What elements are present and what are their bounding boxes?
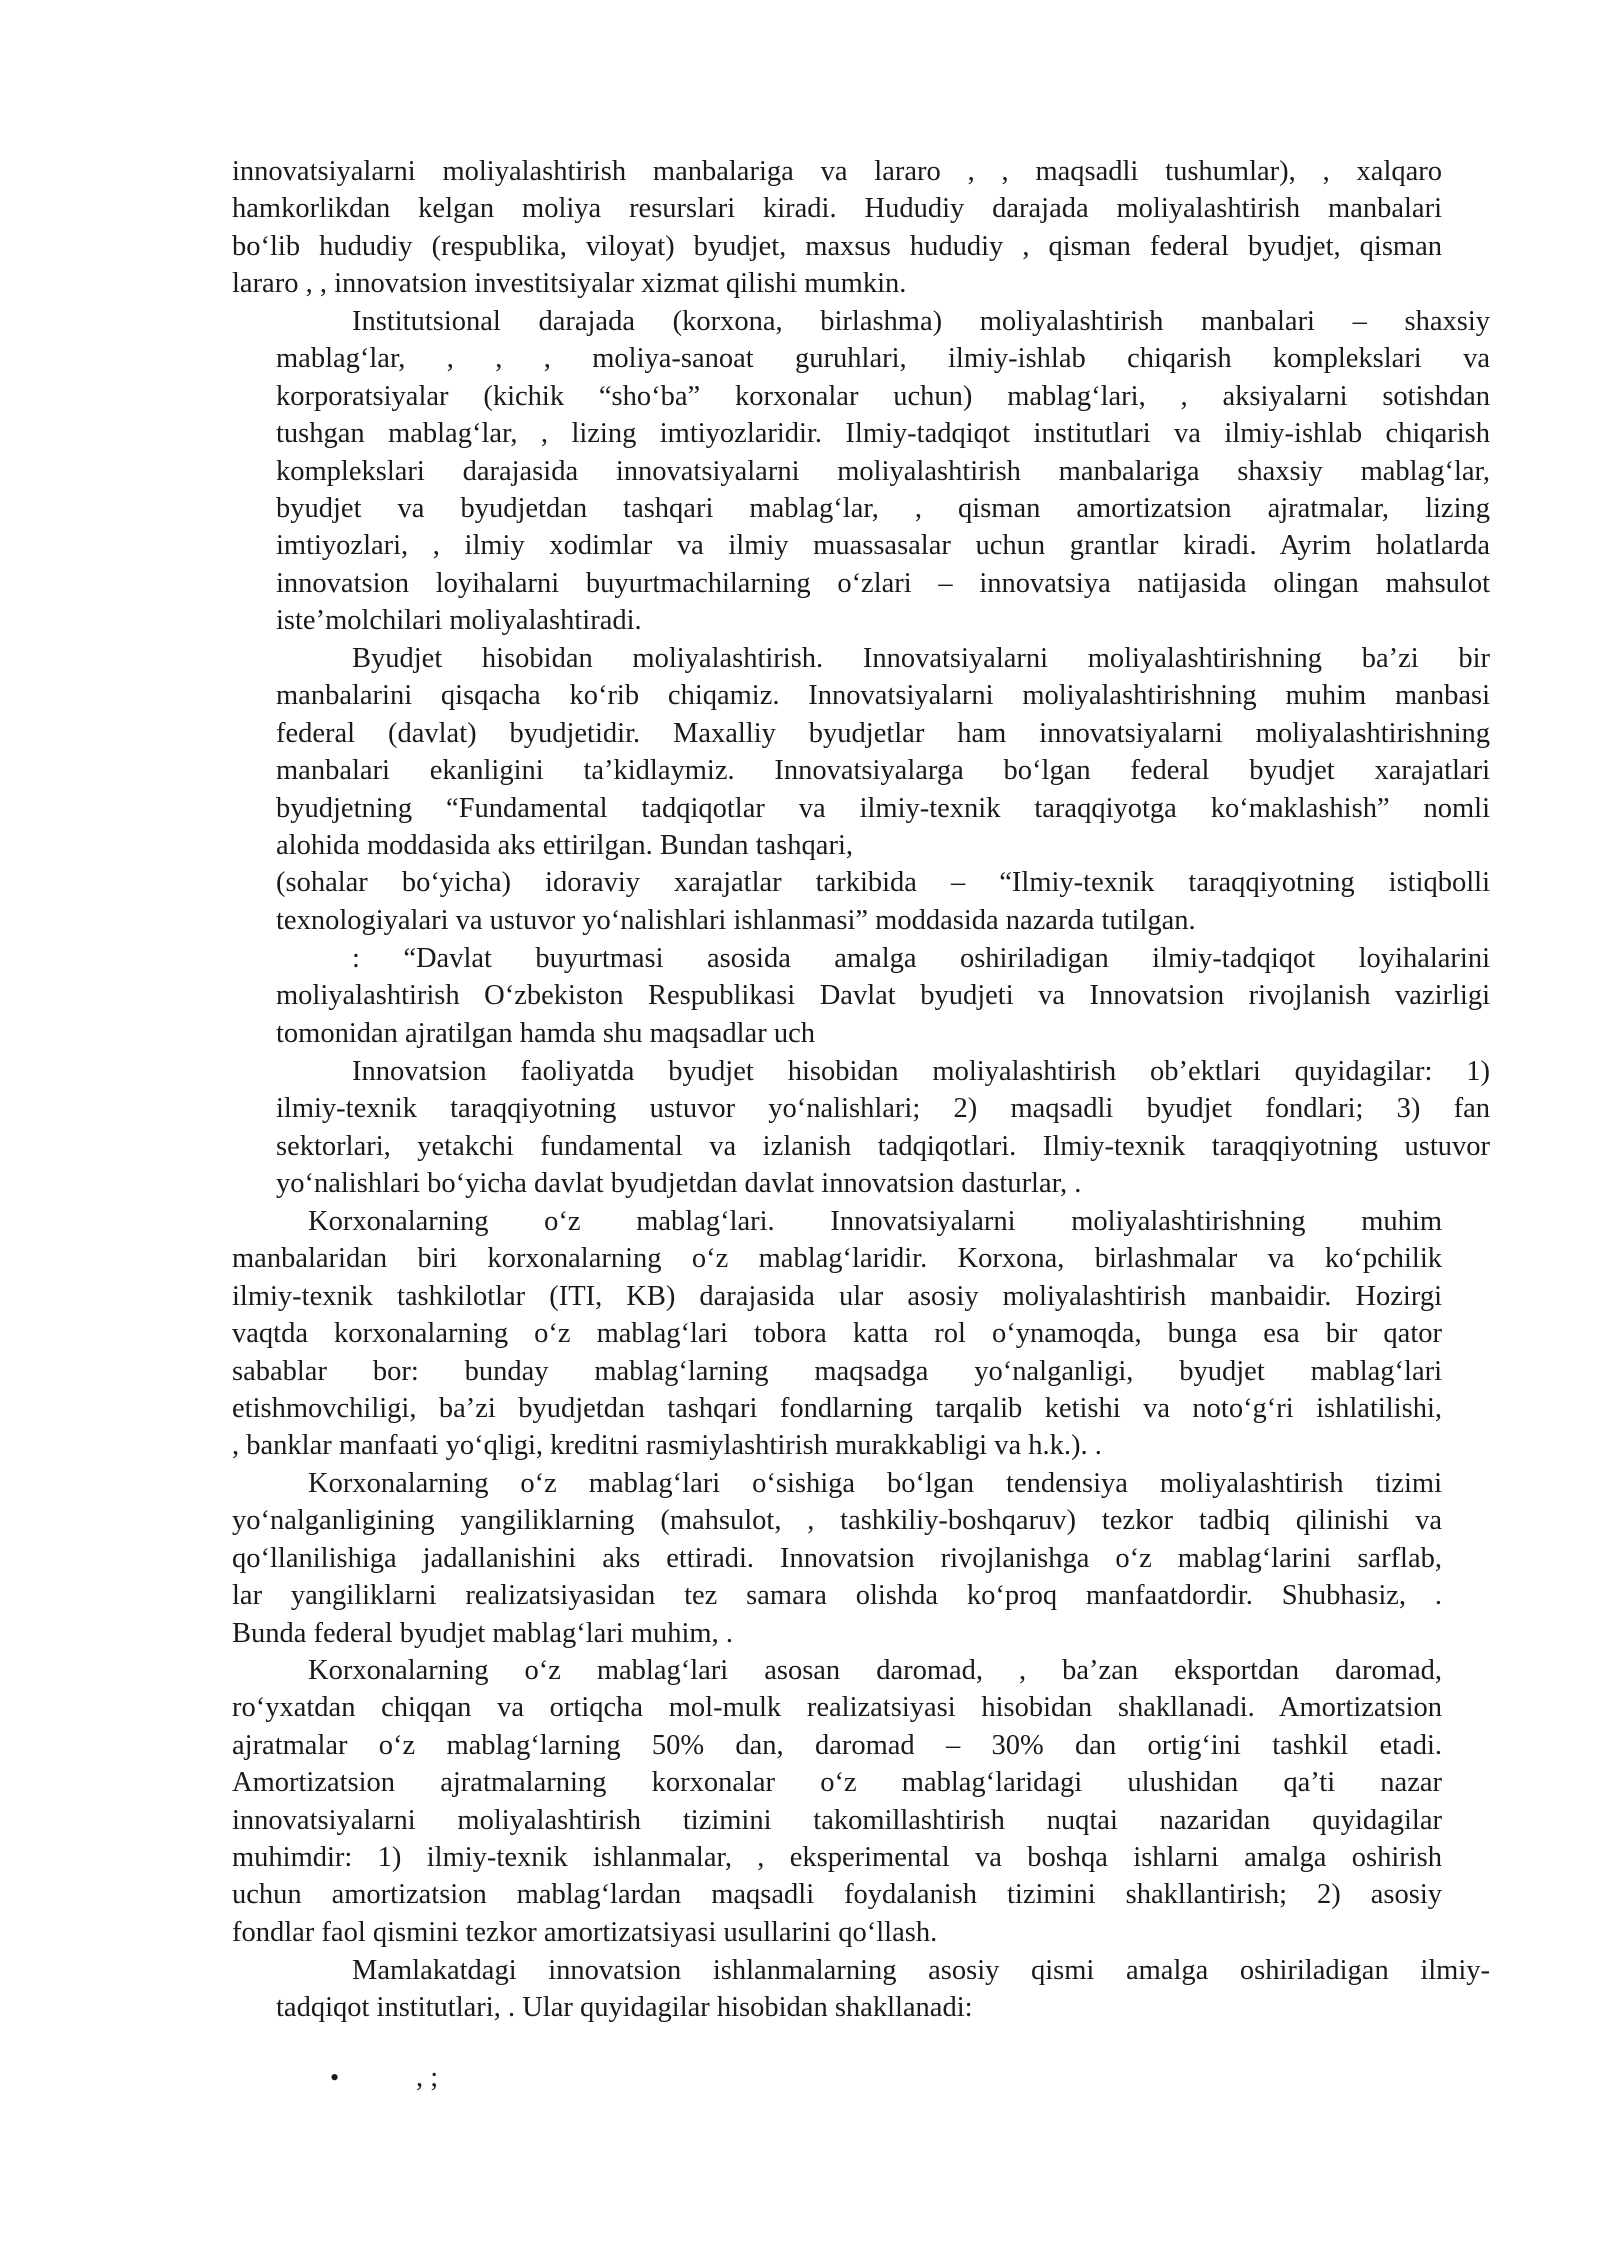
text-line: Innovatsion faoliyatda byudjet hisobidan moliyalashtirish ob’ektlari quyidagilar: 1) [352, 1056, 1490, 1087]
paragraph-research-institutes [276, 1952, 1490, 2027]
text-line: manbalaridan biri korxonalarning o‘z mablag‘laridir. Korxona, birlashmalar va ko‘pchilik [232, 1243, 1442, 1275]
text-line: manbalarini qisqacha ko‘rib chiqamiz. Innovatsiyalarni moliyalashtirishning muhim manbasi [276, 680, 1490, 712]
text-line: federal (davlat) byudjetidir. Maxalliy byudjetlar ham innovatsiyalarni moliyalashtirishning [276, 717, 1490, 749]
text-line: byudjet va byudjetdan tashqari mablag‘lar, , qisman amortizatsion ajratmalar, lizing [276, 493, 1490, 525]
text-line: manbalari ekanligini ta’kidlaymiz. Innovatsiyalarga bo‘lgan federal byudjet xarajatlari [276, 755, 1490, 787]
text-line: , banklar manfaati yo‘qligi, kreditni rasmiylashtirish murakkabligi va h.k.). . [232, 1430, 1102, 1462]
text-line: alohida moddasida aks ettirilgan. Bundan tashqari, [276, 830, 853, 862]
paragraph-growth-tendency [232, 1465, 1442, 1652]
text-line: tomonidan ajratilgan hamda shu maqsadlar uch [276, 1017, 815, 1049]
paragraph-depreciation [232, 1652, 1442, 1951]
text-line: (sohalar bo‘yicha) idoraviy xarajatlar tarkibida – “Ilmiy-texnik taraqqiyotning istiqbolli [276, 867, 1490, 899]
paragraph-enterprise-own-funds [232, 1203, 1442, 1465]
text-line: ilmiy-texnik tashkilotlar (ITI, KB) darajasida ular asosiy moliyalashtirish manbaidir. Hozirgi [232, 1280, 1442, 1312]
text-line: tushgan mablag‘lar, , lizing imtiyozlaridir. Ilmiy-tadqiqot institutlari va ilmiy-ishlab chiqarish [276, 418, 1490, 450]
text-line: vaqtda korxonalarning o‘z mablag‘lari tobora katta rol o‘ynamoqda, bunga esa bir qator [232, 1318, 1442, 1350]
paragraph-budget-financing [276, 640, 1490, 939]
text-line: ilmiy-texnik taraqqiyotning ustuvor yo‘nalishlari; 2) maqsadli byudjet fondlari; 3) fan [276, 1093, 1490, 1125]
text-line: Institutsional darajada (korxona, birlashma) moliyalashtirish manbalari – shaxsiy [352, 306, 1490, 337]
text-line: innovatsiyalarni moliyalashtirish tizimini takomillashtirish nuqtai nazaridan quyidagilar [232, 1804, 1442, 1836]
paragraph-state-order [276, 940, 1490, 1052]
text-line: ro‘yxatdan chiqqan va ortiqcha mol-mulk realizatsiyasi hisobidan shakllanadi. Amortizatsion [232, 1692, 1442, 1724]
text-line: yo‘nalganligining yangiliklarning (mahsulot, , tashkiliy-boshqaruv) tezkor tadbiq qilinishi va [232, 1505, 1442, 1537]
text-line: yo‘nalishlari bo‘yicha davlat byudjetdan davlat innovatsion dasturlar, . [276, 1168, 1082, 1200]
text-line: Byudjet hisobidan moliyalashtirish. Innovatsiyalarni moliyalashtirishning ba’zi bir [352, 643, 1490, 674]
text-line: hamkorlikdan kelgan moliya resurslari kiradi. Hududiy darajada moliyalashtirish manbalari [232, 193, 1442, 225]
text-line: moliyalashtirish O‘zbekiston Respublikasi Davlat byudjeti va Innovatsion rivojlanish vazirligi [276, 980, 1490, 1012]
text-line: Korxonalarning o‘z mablag‘lari asosan daromad, , ba’zan eksportdan daromad, [308, 1655, 1442, 1686]
paragraph-financing-objects [276, 1053, 1490, 1203]
text-line: korporatsiyalar (kichik “sho‘ba” korxonalar uchun) mablag‘lari, , aksiyalarni sotishdan [276, 380, 1490, 412]
text-line: qo‘llanilishiga jadallanishini aks ettiradi. Innovatsion rivojlanishga o‘z mablag‘larini sarflab, [232, 1542, 1442, 1574]
text-line: etishmovchiligi, ba’zi byudjetdan tashqari fondlarning tarqalib ketishi va noto‘g‘ri ishlatilishi, [232, 1393, 1442, 1425]
text-line: innovatsion loyihalarni buyurtmachilarning o‘zlari – innovatsiya natijasida olingan mahsulot [276, 567, 1490, 599]
text-line: komplekslari darajasida innovatsiyalarni moliyalashtirish manbalariga shaxsiy mablag‘lar, [276, 455, 1490, 487]
text-line: sabablar bor: bunday mablag‘larning maqsadga yo‘nalganligi, byudjet mablag‘lari [232, 1355, 1442, 1387]
text-line: byudjetning “Fundamental tadqiqotlar va ilmiy-texnik taraqqiyotga ko‘maklashish” nomli [276, 792, 1490, 824]
text-line: Amortizatsion ajratmalarning korxonalar o‘z mablag‘laridagi ulushidan qa’ti nazar [232, 1767, 1442, 1799]
text-line: Bunda federal byudjet mablag‘lari muhim, . [232, 1617, 733, 1649]
text-line: iste’molchilari moliyalashtiradi. [276, 605, 642, 637]
bullet-text: , ; [416, 2062, 439, 2093]
text-line: lararo , , innovatsion investitsiyalar xizmat qilishi mumkin. [232, 268, 907, 300]
text-line: ajratmalar o‘z mablag‘larning 50% dan, daromad – 30% dan ortig‘ini tashkil etadi. [232, 1729, 1442, 1761]
text-line: : “Davlat buyurtmasi asosida amalga oshiriladigan ilmiy-tadqiqot loyihalarini [352, 943, 1490, 974]
text-line: imtiyozlari, , ilmiy xodimlar va ilmiy muassasalar uchun grantlar kiradi. Ayrim holatlarda [276, 530, 1490, 562]
text-line: uchun amortizatsion mablag‘lardan maqsadli foydalanish tizimini shakllantirish; 2) asosiy [232, 1879, 1442, 1911]
text-line: texnologiyalari va ustuvor yo‘nalishlari ishlanmasi” moddasida nazarda tutilgan. [276, 904, 1196, 936]
text-line: bo‘lib hududiy (respublika, viloyat) byudjet, maxsus hududiy , qisman federal byudjet, qisman [232, 230, 1442, 262]
text-line: fondlar faol qismini tezkor amortizatsiyasi usullarini qo‘llash. [232, 1916, 938, 1948]
paragraph-funding-sources-regional [232, 153, 1442, 303]
bullet-icon: • [330, 2063, 340, 2092]
text-line: Mamlakatdagi innovatsion ishlanmalarning asosiy qismi amalga oshiriladigan ilmiy- [352, 1955, 1490, 1986]
text-line: Korxonalarning o‘z mablag‘lari. Innovatsiyalarni moliyalashtirishning muhim [308, 1206, 1442, 1237]
text-line: sektorlari, yetakchi fundamental va izlanish tadqiqotlari. Ilmiy-texnik taraqqiyotning ustuvor [276, 1130, 1490, 1162]
paragraph-institutional-level [276, 303, 1490, 640]
text-line: muhimdir: 1) ilmiy-texnik ishlanmalar, , eksperimental va boshqa ishlarni amalga oshirish [232, 1842, 1442, 1874]
text-line: innovatsiyalarni moliyalashtirish manbalariga va lararo , , maqsadli tushumlar), , xalqaro [232, 156, 1442, 187]
text-line: lar yangiliklarni realizatsiyasidan tez samara olishda ko‘proq manfaatdordir. Shubhasiz, . [232, 1580, 1442, 1612]
text-line: Korxonalarning o‘z mablag‘lari o‘sishiga bo‘lgan tendensiya moliyalashtirish tizimi [308, 1468, 1442, 1499]
text-line: tadqiqot institutlari, . Ular quyidagilar hisobidan shakllanadi: [276, 1992, 973, 2024]
text-line: mablag‘lar, , , , moliya-sanoat guruhlari, ilmiy-ishlab chiqarish komplekslari va [276, 343, 1490, 375]
